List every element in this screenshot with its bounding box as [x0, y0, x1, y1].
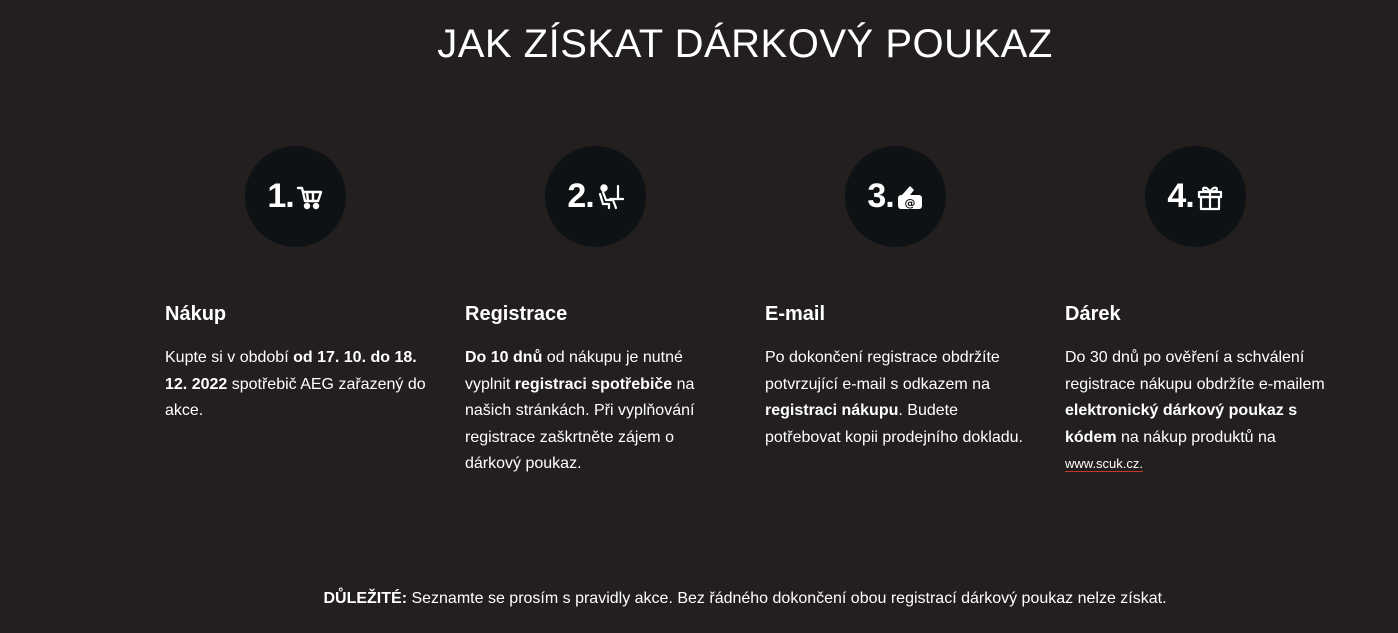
shopping-cart-icon	[296, 183, 324, 211]
step-number: 1.	[267, 177, 294, 215]
svg-text:@: @	[904, 196, 916, 209]
step-badge	[545, 146, 646, 247]
email-icon	[896, 183, 924, 211]
step-title: Dárek	[1065, 303, 1121, 325]
step-badge	[1145, 146, 1246, 247]
step-description: Po dokončení registrace obdržíte potvrzující e-mail s odkazem na registraci nákupu. Budete potřebovat kopii prodejního dokladu.	[765, 349, 1023, 446]
step-title: Registrace	[465, 303, 568, 325]
person-at-computer-icon	[596, 183, 624, 211]
step-description: Do 30 dnů po ověření a schválení registrace nákupu obdržíte e-mailem elektronický dárkový poukaz s kódem na nákup produktů na www.scuk.cz.	[1065, 349, 1325, 471]
page-title: JAK ZÍSKAT DÁRKOVÝ POUKAZ	[437, 22, 1053, 66]
step-badge	[845, 146, 946, 247]
scuk-link[interactable]: www.scuk.cz.	[1065, 456, 1144, 471]
notice-label: DŮLEŽITÉ:	[323, 590, 408, 607]
step-number: 4.	[1167, 177, 1194, 215]
step-description: Do 10 dnů od nákupu je nutné vyplnit registraci spotřebiče na našich stránkách. Při vyplňování registrace zaškrtněte zájem o dárkový poukaz.	[465, 349, 695, 472]
step-number: 2.	[567, 177, 594, 215]
step-number: 3.	[867, 177, 894, 215]
notice-text: Seznamte se prosím s pravidly akce. Bez řádného dokončení obou registrací dárkový poukaz nelze získat.	[407, 590, 1167, 607]
step-badge	[245, 146, 346, 247]
important-notice	[0, 590, 1398, 608]
step-title: Nákup	[165, 303, 227, 325]
step-description: Kupte si v období od 17. 10. do 18. 12. 2022 spotřebič AEG zařazený do akce.	[165, 349, 426, 419]
step-title: E-mail	[765, 303, 826, 325]
gift-icon	[1196, 183, 1224, 211]
